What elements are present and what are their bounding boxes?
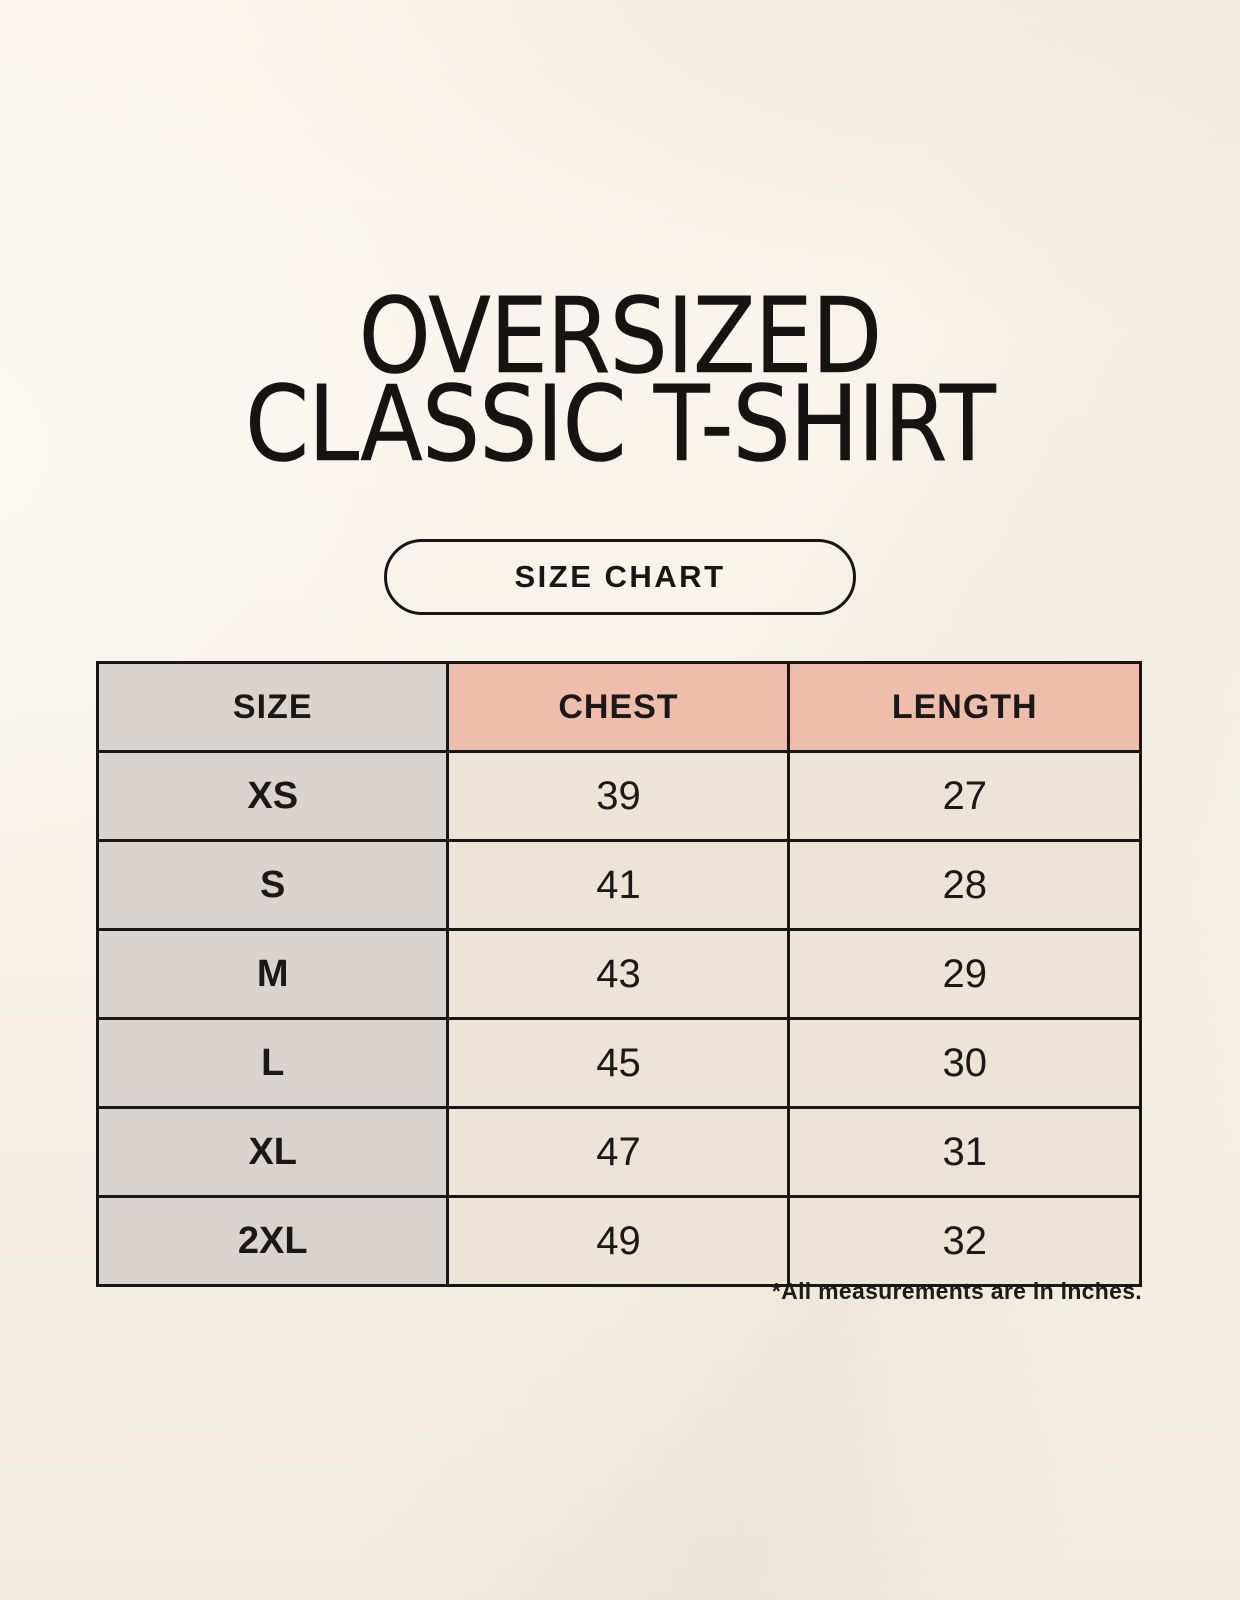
size-cell: XL [98, 1108, 448, 1197]
title-line-2: CLASSIC T-SHIRT [245, 363, 995, 485]
chest-cell: 39 [448, 752, 789, 841]
title-line-1: OVERSIZED [358, 275, 882, 397]
size-cell: M [98, 930, 448, 1019]
table-row [98, 752, 1141, 841]
chest-cell: 45 [448, 1019, 789, 1108]
length-cell: 31 [789, 1108, 1141, 1197]
measurements-footnote: *All measurements are in inches. [771, 1278, 1142, 1304]
chest-cell: 47 [448, 1108, 789, 1197]
column-header-size: SIZE [98, 663, 448, 752]
size-chart-button[interactable] [384, 539, 856, 615]
column-header-length: LENGTH [789, 663, 1141, 752]
table-row [98, 841, 1141, 930]
chest-cell: 41 [448, 841, 789, 930]
size-cell: L [98, 1019, 448, 1108]
table-row [98, 930, 1141, 1019]
table-header-row [98, 663, 1141, 752]
length-cell: 29 [789, 930, 1141, 1019]
table-body [98, 752, 1141, 1286]
size-cell: S [98, 841, 448, 930]
column-header-chest: CHEST [448, 663, 789, 752]
size-cell: XS [98, 752, 448, 841]
chest-cell: 49 [448, 1197, 789, 1286]
page-title [74, 275, 1165, 485]
table-row [98, 1019, 1141, 1108]
size-chart-table [96, 661, 1142, 1287]
length-cell: 30 [789, 1019, 1141, 1108]
table-row [98, 1108, 1141, 1197]
length-cell: 28 [789, 841, 1141, 930]
size-cell: 2XL [98, 1197, 448, 1286]
chest-cell: 43 [448, 930, 789, 1019]
table-row [98, 1197, 1141, 1286]
length-cell: 27 [789, 752, 1141, 841]
length-cell: 32 [789, 1197, 1141, 1286]
size-chart-button-label: SIZE CHART [514, 559, 726, 594]
